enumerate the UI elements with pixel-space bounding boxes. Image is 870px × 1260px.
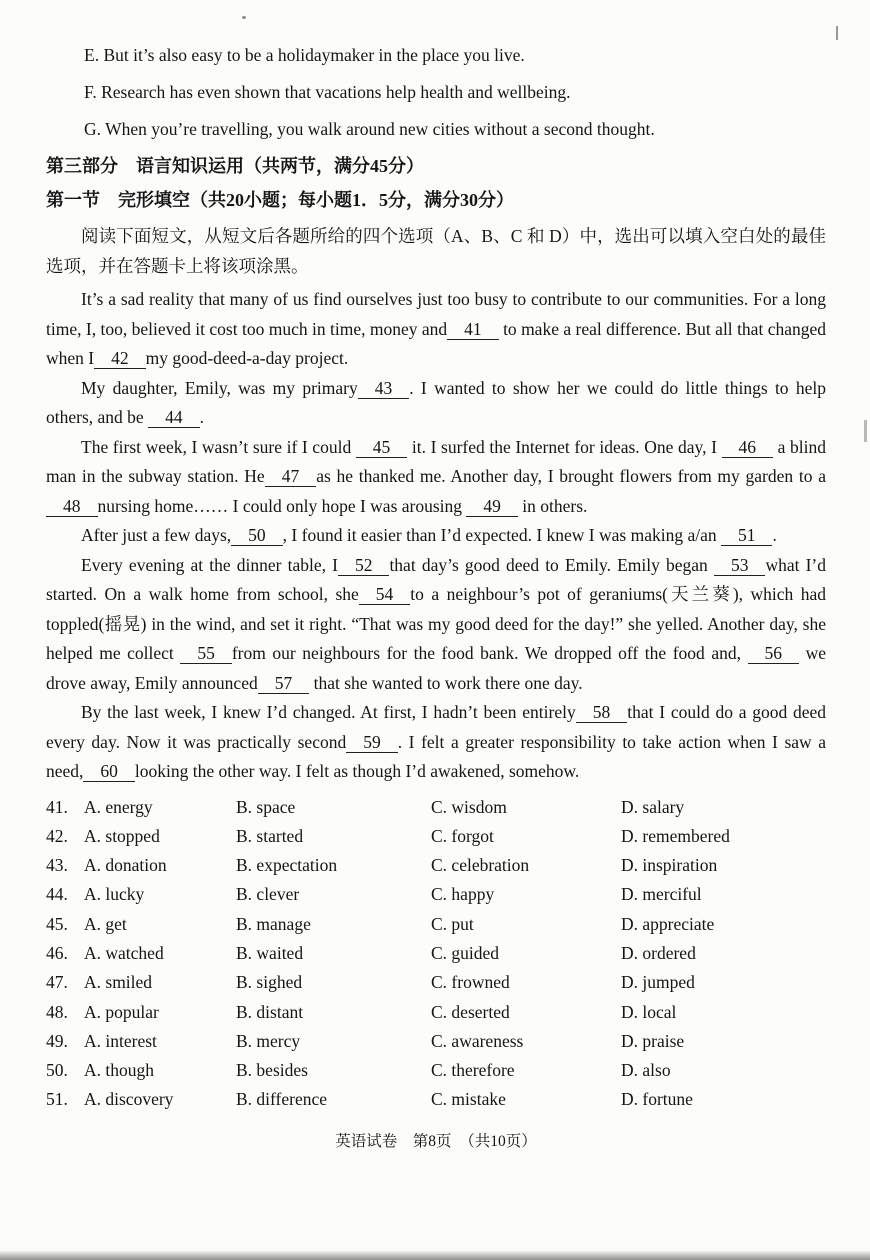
cloze-blank-50: 50	[231, 525, 283, 546]
question-number: 41.	[46, 796, 68, 817]
option-a: A. stopped	[84, 825, 160, 846]
option-a: A. watched	[84, 942, 164, 963]
passage-text: , I found it easier than I’d expected. I knew I was making a/an	[282, 525, 721, 545]
option-b: B. mercy	[236, 1030, 301, 1051]
passage-text: By the last week, I knew I’d changed. At first, I hadn’t been entirely	[81, 702, 576, 722]
passage-text: . I wanted to show her we could do little things to help others, and be	[46, 377, 826, 427]
option-c: C. happy	[431, 884, 495, 905]
question-row	[46, 1056, 826, 1085]
passage-text: After just a few days,	[81, 525, 232, 545]
cloze-blank-41: 41	[447, 319, 499, 340]
cloze-blank-59: 59	[346, 732, 398, 753]
option-d: D. ordered	[621, 942, 696, 963]
question-row	[46, 939, 826, 968]
cloze-blank-58: 58	[576, 702, 628, 723]
passage-text: it. I surfed the Internet for ideas. One day, I	[407, 436, 722, 457]
matching-options-list	[46, 42, 826, 143]
question-row	[46, 998, 826, 1027]
passage-text: a blind man in the subway station. He	[46, 436, 826, 486]
question-row	[46, 1085, 826, 1114]
passage-text: from our neighbours for the food bank. We dropped off the food and,	[231, 643, 748, 663]
passage-text: .	[772, 525, 777, 545]
question-row	[46, 822, 826, 851]
cloze-blank-57: 57	[258, 673, 310, 694]
cloze-blank-47: 47	[265, 466, 317, 487]
question-number: 46.	[46, 942, 68, 963]
option-a: A. lucky	[84, 884, 145, 905]
question-number: 47.	[46, 972, 68, 993]
scan-artifact-right-edge	[864, 420, 867, 442]
question-number: 43.	[46, 855, 68, 876]
cloze-blank-52: 52	[338, 555, 390, 576]
option-d: D. jumped	[621, 972, 695, 993]
option-a: A. popular	[84, 1001, 159, 1022]
question-number: 42.	[46, 825, 68, 846]
option-b: B. expectation	[236, 855, 338, 876]
passage-text: It’s a sad reality that many of us find ourselves just too busy to contribute to our communities. For a long time, I, too, believed it cost too much in time, money and	[46, 289, 826, 339]
option-d: D. also	[621, 1060, 671, 1081]
passage-paragraph	[46, 698, 826, 787]
option-c: C. deserted	[431, 1001, 510, 1022]
option-d: D. merciful	[621, 884, 702, 905]
option-c: C. mistake	[431, 1089, 506, 1110]
option-c: C. forgot	[431, 825, 494, 846]
option-d: D. local	[621, 1001, 677, 1022]
passage-text: as he thanked me. Another day, I brought flowers from my garden to a	[316, 466, 826, 486]
passage-text: The first week, I wasn’t sure if I could	[81, 436, 356, 457]
option-a: A. interest	[84, 1030, 157, 1051]
passage-text: we drove away, Emily announced	[46, 643, 827, 693]
option-a: A. get	[84, 913, 127, 934]
passage-text: my good-deed-a-day project.	[145, 348, 349, 368]
passage-text: Every evening at the dinner table, I	[81, 554, 338, 575]
option-b: B. distant	[236, 1001, 304, 1022]
option-b: B. waited	[236, 942, 304, 963]
option-c: C. guided	[431, 942, 500, 963]
option-d: D. fortune	[621, 1089, 693, 1110]
scan-artifact-top-dot	[242, 16, 246, 19]
passage-text: to make a real difference. But all that changed when I	[46, 318, 827, 368]
cloze-blank-49: 49	[466, 496, 518, 517]
cloze-blank-42: 42	[94, 348, 146, 369]
cloze-blank-56: 56	[748, 643, 800, 664]
option-d: D. remembered	[621, 825, 730, 846]
cloze-blank-53: 53	[714, 555, 766, 576]
cloze-blank-54: 54	[359, 584, 411, 605]
question-number: 49.	[46, 1030, 68, 1051]
matching-option-line: G. When you’re travelling, you walk around new cities without a second thought.	[84, 119, 655, 139]
passage-text: .	[199, 407, 204, 427]
passage-text: looking the other way. I felt as though I’d awakened, somehow.	[134, 761, 580, 781]
passage-text: . I felt a greater responsibility to take action when I saw a need,	[46, 731, 826, 781]
passage-paragraph	[46, 521, 826, 551]
passage-paragraph	[46, 433, 826, 522]
option-b: B. besides	[236, 1060, 308, 1081]
question-number: 44.	[46, 884, 68, 905]
cloze-passage	[46, 285, 826, 787]
part3-heading: 第三部分 语言知识运用（共两节，满分45分）	[46, 156, 424, 176]
passage-paragraph	[46, 551, 826, 699]
option-b: B. clever	[236, 884, 300, 905]
question-number: 48.	[46, 1001, 68, 1022]
option-d: D. inspiration	[621, 855, 718, 876]
question-row	[46, 1027, 826, 1056]
option-c: C. awareness	[431, 1030, 524, 1051]
question-row	[46, 793, 826, 822]
option-c: C. wisdom	[431, 796, 507, 817]
cloze-blank-44: 44	[148, 407, 200, 428]
cloze-instructions: 阅读下面短文，从短文后各题所给的四个选项（A、B、C 和 D）中，选出可以填入空白处的最佳选项，并在答题卡上将该项涂黑。	[46, 226, 826, 276]
option-b: B. space	[236, 796, 296, 817]
passage-text: nursing home…… I could only hope I was arousing	[97, 495, 467, 516]
cloze-blank-48: 48	[46, 496, 98, 517]
passage-text: that I could do a good deed every day. Now it was practically second	[46, 702, 826, 752]
matching-option-line: F. Research has even shown that vacations help health and wellbeing.	[84, 82, 571, 102]
passage-paragraph	[46, 285, 826, 374]
option-d: D. appreciate	[621, 913, 715, 934]
cloze-blank-45: 45	[356, 437, 408, 458]
section1-heading: 第一节 完形填空（共20小题；每小题1．5分，满分30分）	[46, 190, 514, 210]
scan-artifact-top-right	[836, 26, 838, 40]
passage-text: what I’d started. On a walk home from school, she	[46, 554, 826, 604]
option-b: B. manage	[236, 913, 311, 934]
option-c: C. frowned	[431, 972, 510, 993]
question-number: 50.	[46, 1060, 68, 1081]
cloze-blank-55: 55	[180, 643, 232, 664]
page-footer: 英语试卷 第8页 （共10页）	[335, 1132, 537, 1150]
question-row	[46, 910, 826, 939]
passage-text: that day’s good deed to Emily. Emily began	[389, 554, 714, 575]
option-a: A. though	[84, 1060, 154, 1081]
option-d: D. salary	[621, 796, 685, 817]
passage-text: My daughter, Emily, was my primary	[81, 377, 358, 398]
passage-text: that she wanted to work there one day.	[309, 672, 583, 693]
option-b: B. started	[236, 825, 304, 846]
cloze-blank-46: 46	[722, 437, 774, 458]
question-row	[46, 880, 826, 909]
scan-artifact-bottom-edge	[0, 1250, 870, 1260]
option-d: D. praise	[621, 1030, 685, 1051]
option-b: B. difference	[236, 1089, 328, 1110]
question-number: 45.	[46, 913, 68, 934]
passage-paragraph	[46, 374, 826, 433]
passage-text: to a neighbour’s pot of geraniums(天兰葵), which had toppled(摇晃) in the wind, and set it right. “That was my good deed for the day!” she yelled. Another day, she helped me collect	[46, 584, 827, 663]
cloze-blank-51: 51	[721, 525, 773, 546]
passage-text: in others.	[517, 495, 588, 516]
option-a: A. smiled	[84, 972, 153, 993]
option-c: C. therefore	[431, 1060, 515, 1081]
option-a: A. discovery	[84, 1089, 174, 1110]
option-a: A. donation	[84, 855, 167, 876]
cloze-questions-table	[46, 793, 826, 1115]
question-row	[46, 851, 826, 880]
option-c: C. celebration	[431, 855, 530, 876]
matching-option-line: E. But it’s also easy to be a holidaymaker in the place you live.	[84, 45, 525, 65]
option-c: C. put	[431, 913, 474, 934]
question-row	[46, 968, 826, 997]
option-a: A. energy	[84, 796, 153, 817]
cloze-blank-60: 60	[83, 761, 135, 782]
option-b: B. sighed	[236, 972, 303, 993]
question-number: 51.	[46, 1089, 68, 1110]
cloze-blank-43: 43	[358, 378, 410, 399]
